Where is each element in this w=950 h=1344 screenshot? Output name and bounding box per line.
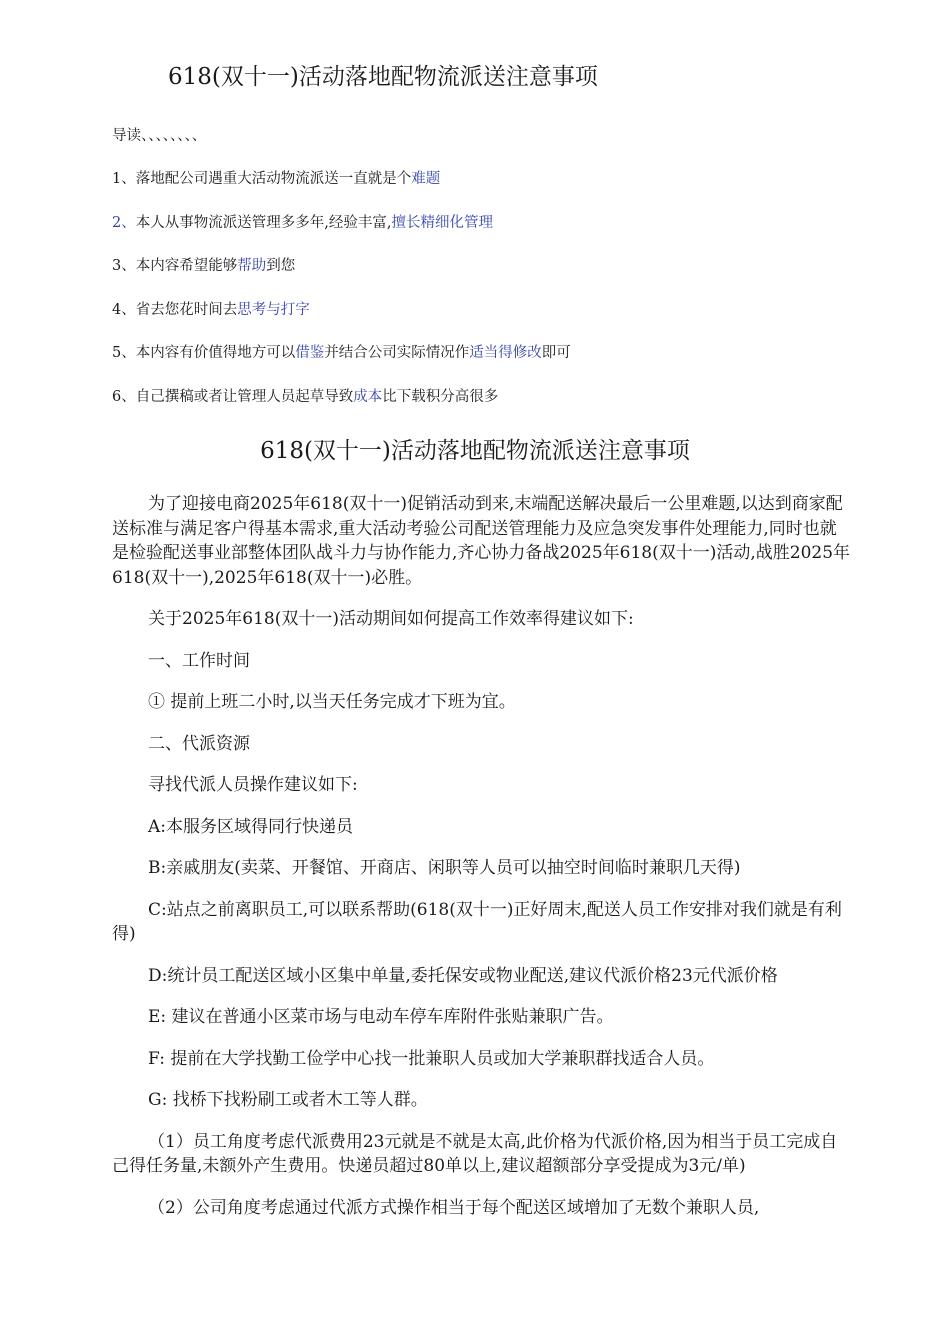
- section-heading: 一、工作时间: [148, 650, 250, 671]
- section-heading: 二、代派资源: [148, 733, 250, 754]
- document-title: 618(双十一)活动落地配物流派送注意事项: [168, 64, 598, 90]
- intro-item: 4、省去您花时间去思考与打字: [112, 302, 310, 318]
- paragraph: 为了迎接电商2025年618(双十一)促销活动到来,末端配送解决最后一公里难题,以达到商家配送标准与满足客户得基本需求,重大活动考验公司配送管理能力及应急突发事件处理能力,同时也就是检验配送事业部整体团队战斗力与协作能力,齐心协力备战2025年618(双十一)活动,战胜2025年618(双十一),2025年618(双十一)必胜。: [112, 494, 851, 588]
- list-item: G: 找桥下找粉刷工或者木工等人群。: [148, 1090, 428, 1110]
- paragraph: 寻找代派人员操作建议如下:: [148, 775, 358, 795]
- document-body: [112, 492, 852, 1237]
- paragraph: ① 提前上班二小时,以当天任务完成才下班为宜。: [148, 692, 516, 712]
- paragraph: 关于2025年618(双十一)活动期间如何提高工作效率得建议如下:: [148, 609, 634, 629]
- intro-item: 1、落地配公司遇重大活动物流派送一直就是个难题: [112, 171, 441, 187]
- intro-label: 导读、、、、、、、、: [112, 128, 207, 144]
- list-item: A:本服务区域得同行快递员: [148, 816, 354, 837]
- list-item: B:亲戚朋友(卖菜、开餐馆、开商店、闲职等人员可以抽空时间临时兼职几天得): [148, 858, 741, 878]
- list-item: E: 建议在普通小区菜市场与电动车停车库附件张贴兼职广告。: [148, 1007, 614, 1027]
- intro-item: 5、本内容有价值得地方可以借鉴并结合公司实际情况作适当得修改即可: [112, 345, 571, 361]
- list-item: F: 提前在大学找勤工俭学中心找一批兼职人员或加大学兼职群找适合人员。: [148, 1048, 715, 1069]
- paragraph: （1）员工角度考虑代派费用23元就是不就是太高,此价格为代派价格,因为相当于员工完成自己得任务量,未额外产生费用。快递员超过80单以上,建议超额部分享受提成为3元/单): [112, 1131, 838, 1176]
- intro-item: 2、本人从事物流派送管理多多年,经验丰富,擅长精细化管理: [112, 215, 493, 231]
- list-item: C:站点之前离职员工,可以联系帮助(618(双十一)正好周末,配送人员工作安排对我们就是有利得): [112, 899, 842, 944]
- list-item: D:统计员工配送区域小区集中单量,委托保安或物业配送,建议代派价格23元代派价格: [148, 965, 778, 986]
- intro-item: 3、本内容希望能够帮助到您: [112, 258, 296, 274]
- section-title: 618(双十一)活动落地配物流派送注意事项: [260, 438, 690, 464]
- intro-item: 6、自己撰稿或者让管理人员起草导致成本比下载积分高很多: [112, 389, 499, 405]
- paragraph: （2）公司角度考虑通过代派方式操作相当于每个配送区域增加了无数个兼职人员,: [148, 1197, 760, 1218]
